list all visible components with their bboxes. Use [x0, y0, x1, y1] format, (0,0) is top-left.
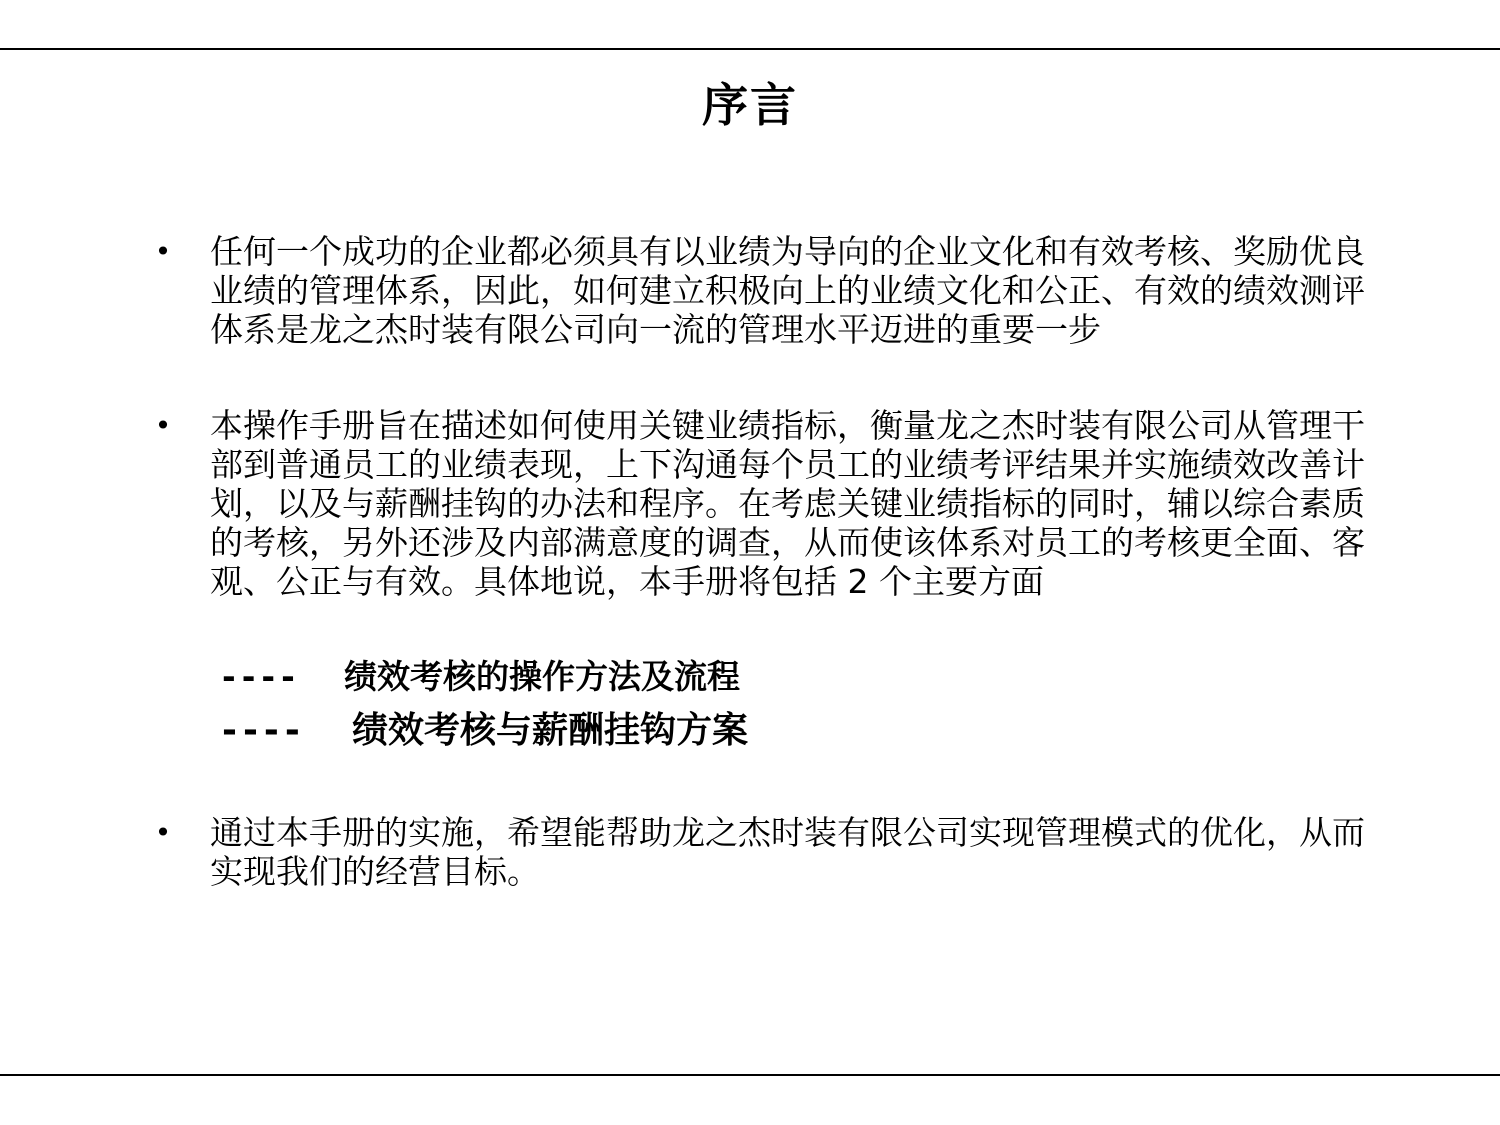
sub-item-text: 绩效考核的操作方法及流程 [344, 657, 740, 696]
bullet-text: 任何一个成功的企业都必须具有以业绩为导向的企业文化和有效考核、奖励优良业绩的管理体系，因此，如何建立积极向上的业绩文化和公正、有效的绩效测评体系是龙之杰时装有限公司向一流的管理水平迈进的重要一步 [210, 232, 1365, 349]
top-divider [0, 48, 1500, 50]
bullet-item [154, 406, 1380, 601]
dash-marker: ---- [222, 657, 301, 696]
sub-item-text: 绩效考核与薪酬挂钩方案 [352, 710, 749, 751]
bullet-icon: • [154, 816, 172, 849]
bullet-item [154, 813, 1380, 891]
sub-item [222, 708, 748, 754]
bullet-icon: • [154, 409, 172, 442]
bullet-icon: • [154, 235, 172, 268]
bullet-item [154, 232, 1380, 349]
bottom-divider [0, 1074, 1500, 1076]
bullet-text: 通过本手册的实施，希望能帮助龙之杰时装有限公司实现管理模式的优化，从而实现我们的经营目标。 [210, 813, 1365, 891]
page-title: 序言 [702, 78, 798, 132]
sub-item [222, 656, 740, 698]
dash-marker: ---- [222, 710, 306, 751]
bullet-text: 本操作手册旨在描述如何使用关键业绩指标，衡量龙之杰时装有限公司从管理干部到普通员工的业绩表现，上下沟通每个员工的业绩考评结果并实施绩效改善计划，以及与薪酬挂钩的办法和程序。在考虑关键业绩指标的同时，辅以综合素质的考核，另外还涉及内部满意度的调查，从而使该体系对员工的考核更全面、客观、公正与有效。具体地说，本手册将包括 2 个主要方面 [210, 406, 1365, 601]
